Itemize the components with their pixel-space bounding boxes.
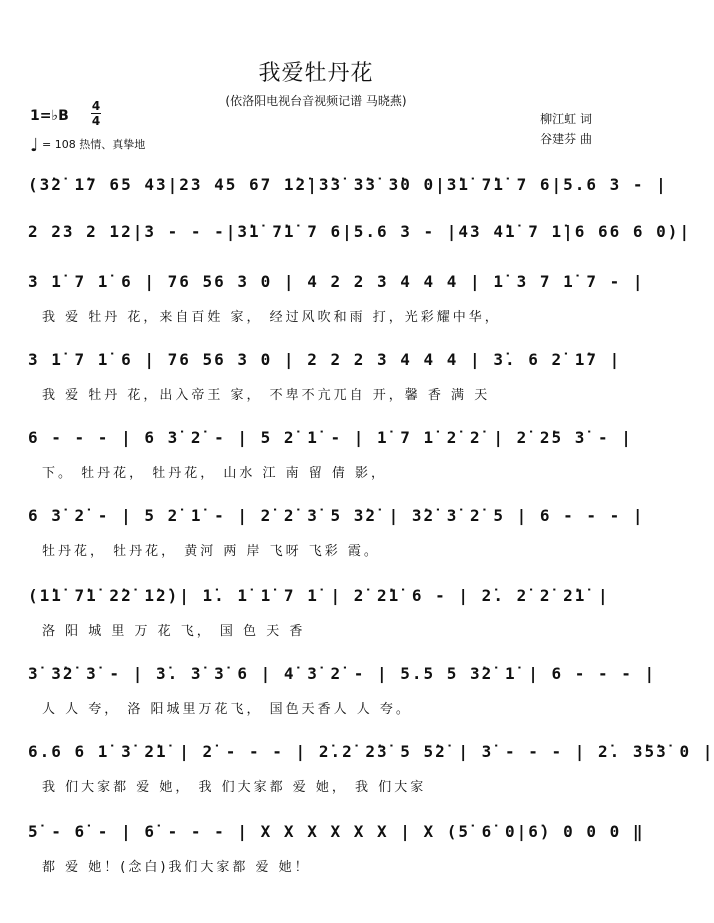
lyric-line: 我 爱 牡丹 花，来自百姓 家， 经过风吹和雨 打，光彩耀中华， bbox=[42, 310, 501, 325]
tempo-marking bbox=[30, 135, 145, 156]
lyric-line: 我 爱 牡丹 花，出入帝王 家， 不卑不亢兀自 开，馨 香 满 天 bbox=[42, 388, 491, 403]
song-subtitle: (依洛阳电视台音视频记谱 马晓燕) bbox=[225, 94, 407, 108]
quarter-note-icon: ♩ bbox=[30, 135, 39, 156]
notation-line: 6.6 6 1̇ 3̇ 2̇1̇ | 2̇ - - - | 2̇.2̇ 2̇3̇ 5 5̇2̇ | 3̇ - - - | 2̇. 3̇5̇3̇ 0 | bbox=[28, 742, 714, 761]
notation-line: 2 23 2 12|3 - - -|3̇1̇ 7̇1̇ 7 6|5.6 3 - |43 4̇1̇ 7 1̇|6 66 6 0)| bbox=[28, 222, 692, 241]
lyric-line: 人 人 夸， 洛 阳城里万花飞， 国色天香人 人 夸。 bbox=[42, 702, 412, 717]
composer-credit: 谷建芬 曲 bbox=[540, 132, 592, 146]
lyric-line: 洛 阳 城 里 万 花 飞， 国 色 天 香 bbox=[42, 624, 306, 639]
lyric-line: 下。 牡丹花， 牡丹花， 山水 江 南 留 倩 影， bbox=[42, 466, 388, 481]
notation-line: 5̇ - 6̇ - | 6̇ - - - | X X X X X X | X (5̇ 6̇ 0|6̇) 0 0 0 ‖ bbox=[28, 822, 645, 841]
time-signature bbox=[91, 100, 101, 127]
notation-line: 3 1̇ 7 1̇ 6 | 76 56 3 0 | 4 2 2 3 4 4 4 | 1̇ 3 7 1̇ 7 - | bbox=[28, 272, 645, 291]
time-signature-bottom: 4 bbox=[91, 114, 101, 128]
lyric-line: 都 爱 她！(念白)我们大家都 爱 她！ bbox=[42, 860, 311, 875]
key-signature: 1=♭B bbox=[30, 108, 69, 124]
lyric-line: 牡丹花， 牡丹花， 黄河 两 岸 飞呀 飞彩 霞。 bbox=[42, 544, 380, 559]
notation-line: 6 3̇ 2̇ - | 5 2̇ 1̇ - | 2̇ 2̇ 3̇ 5 3̇2̇ | 3̇2̇ 3̇ 2̇ 5 | 6 - - - | bbox=[28, 506, 645, 525]
notation-line: (3̇2̇ 1̇7 65 43|23 45 67 1̇2̇|3̇3̇ 3̇3̇ 3̇0 0|3̇1̇ 7̇1̇ 7 6|5.6 3 - | bbox=[28, 175, 668, 194]
song-title: 我爱牡丹花 bbox=[258, 61, 374, 86]
lyricist-credit: 柳江虹 词 bbox=[540, 112, 592, 126]
tempo-text: = 108 热情、真挚地 bbox=[42, 138, 146, 151]
notation-line: 3̇ 3̇2̇ 3̇ - | 3̇. 3̇ 3̇ 6 | 4̇ 3̇ 2̇ - | 5.5 5 3̇2̇ 1̇ | 6 - - - | bbox=[28, 664, 657, 683]
time-signature-top: 4 bbox=[91, 99, 101, 113]
lyric-line: 我 们大家都 爱 她， 我 们大家都 爱 她， 我 们大家 bbox=[42, 780, 427, 795]
notation-line: (1̇1̇ 7̇1̇ 2̇2̇ 1̇2̇)| 1̇. 1̇ 1̇ 7 1̇ | 2̇ 2̇1̇ 6 - | 2̇. 2̇ 2̇ 2̇1̇ | bbox=[28, 586, 610, 605]
notation-line: 3 1̇ 7 1̇ 6 | 76 56 3 0 | 2 2 2 3 4 4 4 | 3̇. 6 2̇ 1̇7 | bbox=[28, 350, 622, 369]
notation-line: 6 - - - | 6 3̇ 2̇ - | 5 2̇ 1̇ - | 1̇ 7 1̇ 2̇ 2̇ | 2̇ 2̇5 3̇ - | bbox=[28, 428, 633, 447]
